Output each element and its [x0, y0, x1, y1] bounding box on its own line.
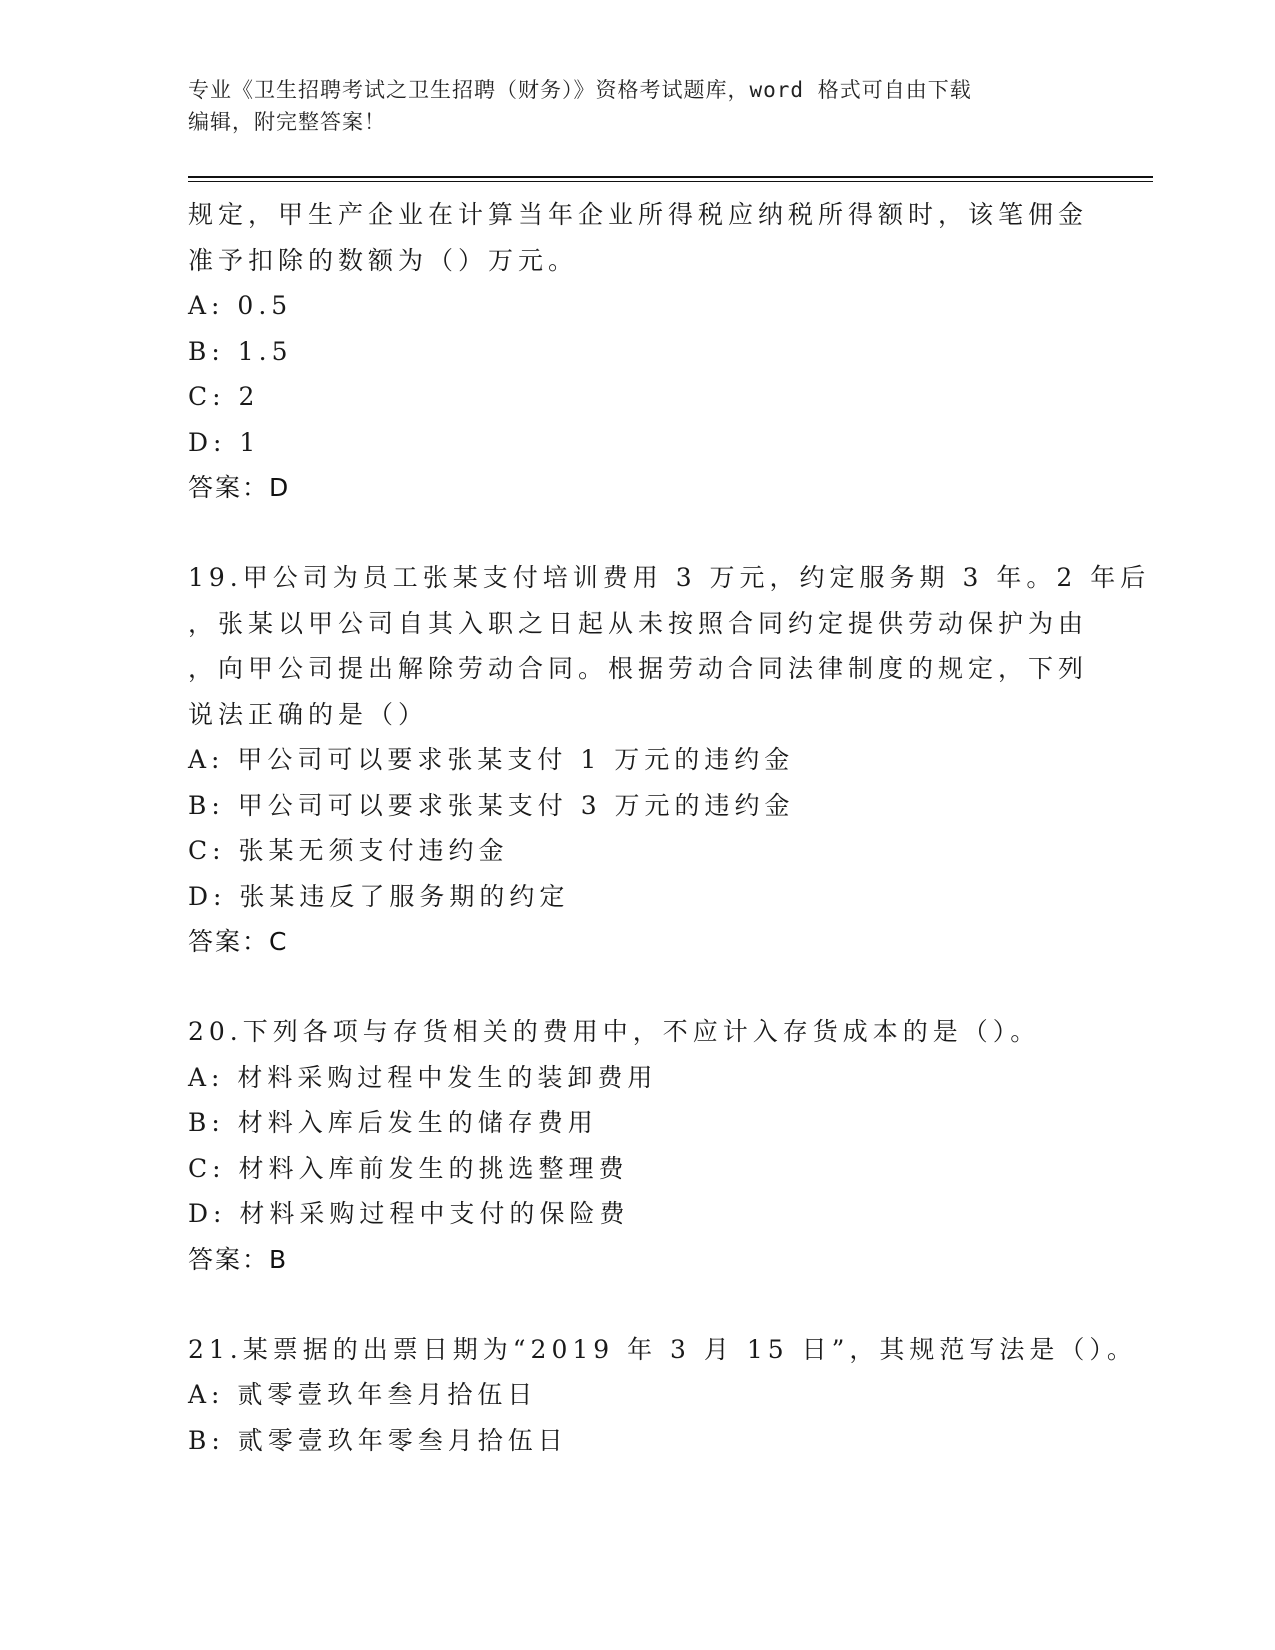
option-a: A: 0.5 — [188, 291, 293, 320]
question-stem-line: 20.下列各项与存货相关的费用中，不应计入存货成本的是（）。 — [188, 1017, 1041, 1046]
header-divider — [188, 176, 1153, 178]
option-b: B: 1.5 — [188, 336, 293, 366]
answer-label: 答案：D — [188, 473, 291, 502]
option-b: B: 贰零壹玖年零叁月拾伍日 — [188, 1425, 568, 1455]
header-line-1: 专业《卫生招聘考试之卫生招聘（财务）》资格考试题库，word 格式可自由下载 — [188, 78, 972, 102]
option-a: A: 甲公司可以要求张某支付 1 万元的违约金 — [188, 745, 795, 774]
question-21 — [188, 1327, 1137, 1464]
document-header — [188, 74, 1088, 138]
question-stem-line: ，张某以甲公司自其入职之日起从未按照合同约定提供劳动保护为由 — [188, 608, 1089, 638]
option-d: D: 材料采购过程中支付的保险费 — [188, 1199, 630, 1228]
option-a: A: 贰零壹玖年叁月拾伍日 — [188, 1380, 538, 1409]
question-stem-line: 19.甲公司为员工张某支付培训费用 3 万元，约定服务期 3 年。2 年后 — [188, 563, 1151, 592]
option-b: B: 甲公司可以要求张某支付 3 万元的违约金 — [188, 790, 795, 820]
answer-label: 答案：C — [188, 927, 289, 956]
option-c: C: 张某无须支付违约金 — [188, 836, 509, 865]
header-divider-thin — [188, 181, 1153, 182]
question-20 — [188, 1009, 1088, 1283]
question-18 — [188, 192, 1088, 511]
option-c: C: 材料入库前发生的挑选整理费 — [188, 1153, 629, 1183]
question-stem-line: 说法正确的是（） — [188, 699, 429, 729]
option-d: D: 张某违反了服务期的约定 — [188, 881, 570, 911]
option-d: D: 1 — [188, 427, 261, 457]
option-a: A: 材料采购过程中发生的装卸费用 — [188, 1062, 658, 1092]
question-list — [188, 192, 1151, 1463]
question-stem-line: 准予扣除的数额为（）万元。 — [188, 245, 579, 275]
question-stem-line: 21.某票据的出票日期为“2019 年 3 月 15 日”，其规范写法是（）。 — [188, 1334, 1137, 1364]
answer-label: 答案：B — [188, 1244, 289, 1274]
question-stem-line: ，向甲公司提出解除劳动合同。根据劳动合同法律制度的规定，下列 — [188, 654, 1089, 683]
option-b: B: 材料入库后发生的储存费用 — [188, 1108, 598, 1137]
question-stem-line: 规定，甲生产企业在计算当年企业所得税应纳税所得额时，该笔佣金 — [188, 200, 1089, 229]
question-19 — [188, 555, 1151, 965]
option-c: C: 2 — [188, 382, 260, 411]
header-line-2: 编辑，附完整答案！ — [188, 110, 386, 134]
